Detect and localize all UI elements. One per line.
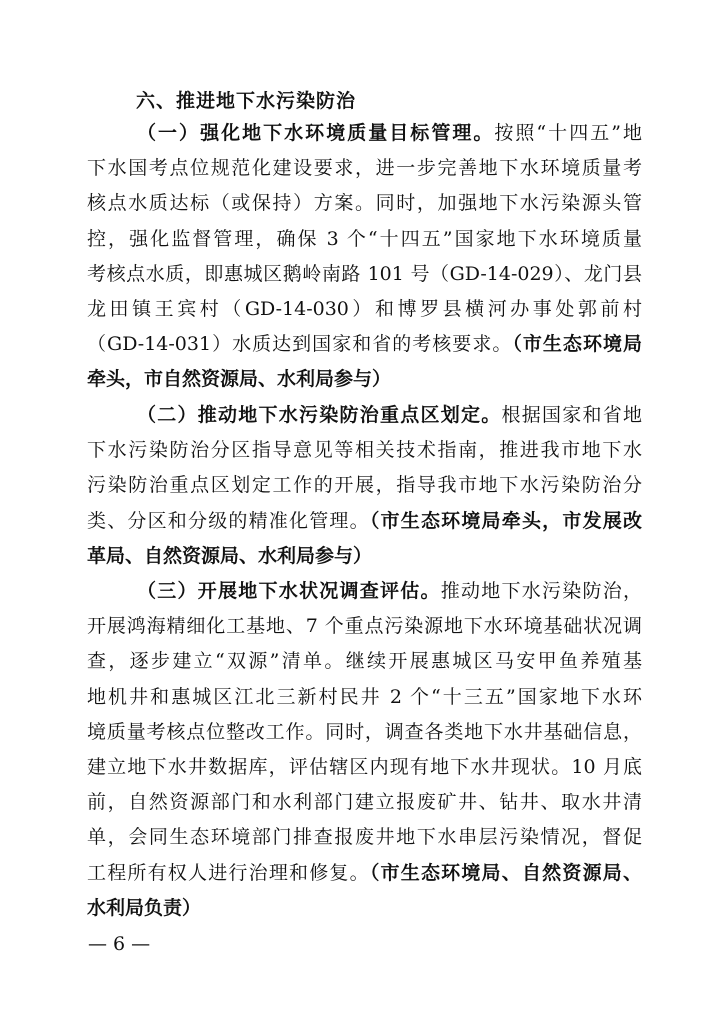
body-text: 类、分区和分级的精准化管理。 bbox=[87, 509, 370, 532]
paragraph-key-zone-designation bbox=[87, 398, 642, 574]
text-line: 查，逐步建立“双源”清单。继续开展惠城区马安甲鱼养殖基 bbox=[87, 650, 642, 673]
subheading: （二）推动地下水污染防治重点区划定。 bbox=[137, 404, 502, 426]
body-text: 推动地下水污染防治， bbox=[440, 580, 642, 602]
text-line: 龙田镇王宾村（GD-14-030）和博罗县横河办事处郭前村 bbox=[87, 297, 642, 320]
text-line: 建立地下水井数据库，评估辖区内现有地下水井现状。10 月底 bbox=[87, 755, 642, 778]
responsibility-note: （市生态环境局 bbox=[512, 333, 642, 356]
text-line bbox=[87, 856, 642, 891]
text-line bbox=[87, 327, 642, 362]
body-text: 工程所有权人进行治理和修复。 bbox=[87, 861, 370, 884]
text-line: 地机井和惠城区江北三新村民井 2 个“十三五”国家地下水环 bbox=[87, 685, 642, 708]
responsibility-note: （市生态环境局牵头，市发展改 bbox=[369, 509, 642, 532]
text-line: 控，强化监督管理，确保 3 个“十四五”国家地下水环境质量 bbox=[87, 227, 642, 250]
paragraph-groundwater-survey bbox=[87, 574, 642, 926]
text-line: 下水污染防治分区指导意见等相关技术指南，推进我市地下水 bbox=[87, 439, 642, 462]
responsibility-note: 牵头，市自然资源局、水利局参与） bbox=[87, 368, 392, 391]
text-line: 核点水质达标（或保持）方案。同时，加强地下水污染源头管 bbox=[87, 192, 642, 215]
text-line: 污染防治重点区划定工作的开展，指导我市地下水污染防治分 bbox=[87, 474, 642, 497]
body-text: （GD-14-031）水质达到国家和省的考核要求。 bbox=[87, 333, 513, 356]
text-line bbox=[87, 398, 642, 433]
text-line bbox=[87, 574, 642, 609]
text-line: 考核点水质，即惠城区鹅岭南路 101 号（GD-14-029）、龙门县 bbox=[87, 262, 642, 285]
text-line: 境质量考核点位整改工作。同时，调查各类地下水井基础信息， bbox=[87, 720, 642, 743]
text-line: 下水国考点位规范化建设要求，进一步完善地下水环境质量考 bbox=[87, 157, 642, 180]
text-line: 前，自然资源部门和水利部门建立报废矿井、钻井、取水井清 bbox=[87, 791, 642, 814]
responsibility-note: （市生态环境局、自然资源局、 bbox=[369, 861, 642, 884]
page-number: — 6 — bbox=[88, 933, 151, 955]
body-text: 根据国家和省地 bbox=[501, 404, 642, 426]
body-text: 按照“十四五”地 bbox=[494, 122, 642, 144]
section-heading: 六、推进地下水污染防治 bbox=[136, 90, 357, 112]
subheading: （一）强化地下水环境质量目标管理。 bbox=[137, 122, 495, 144]
responsibility-note: 水利局负责） bbox=[87, 896, 202, 919]
text-line: 单，会同生态环境部门排查报废井地下水串层污染情况，督促 bbox=[87, 826, 642, 849]
paragraph-groundwater-quality bbox=[87, 116, 642, 398]
text-line bbox=[87, 504, 642, 539]
subheading: （三）开展地下水状况调查评估。 bbox=[137, 580, 441, 602]
responsibility-note: 革局、自然资源局、水利局参与） bbox=[87, 544, 373, 567]
text-line: 开展鸿海精细化工基地、7 个重点污染源地下水环境基础状况调 bbox=[87, 615, 642, 638]
text-line bbox=[87, 116, 642, 151]
